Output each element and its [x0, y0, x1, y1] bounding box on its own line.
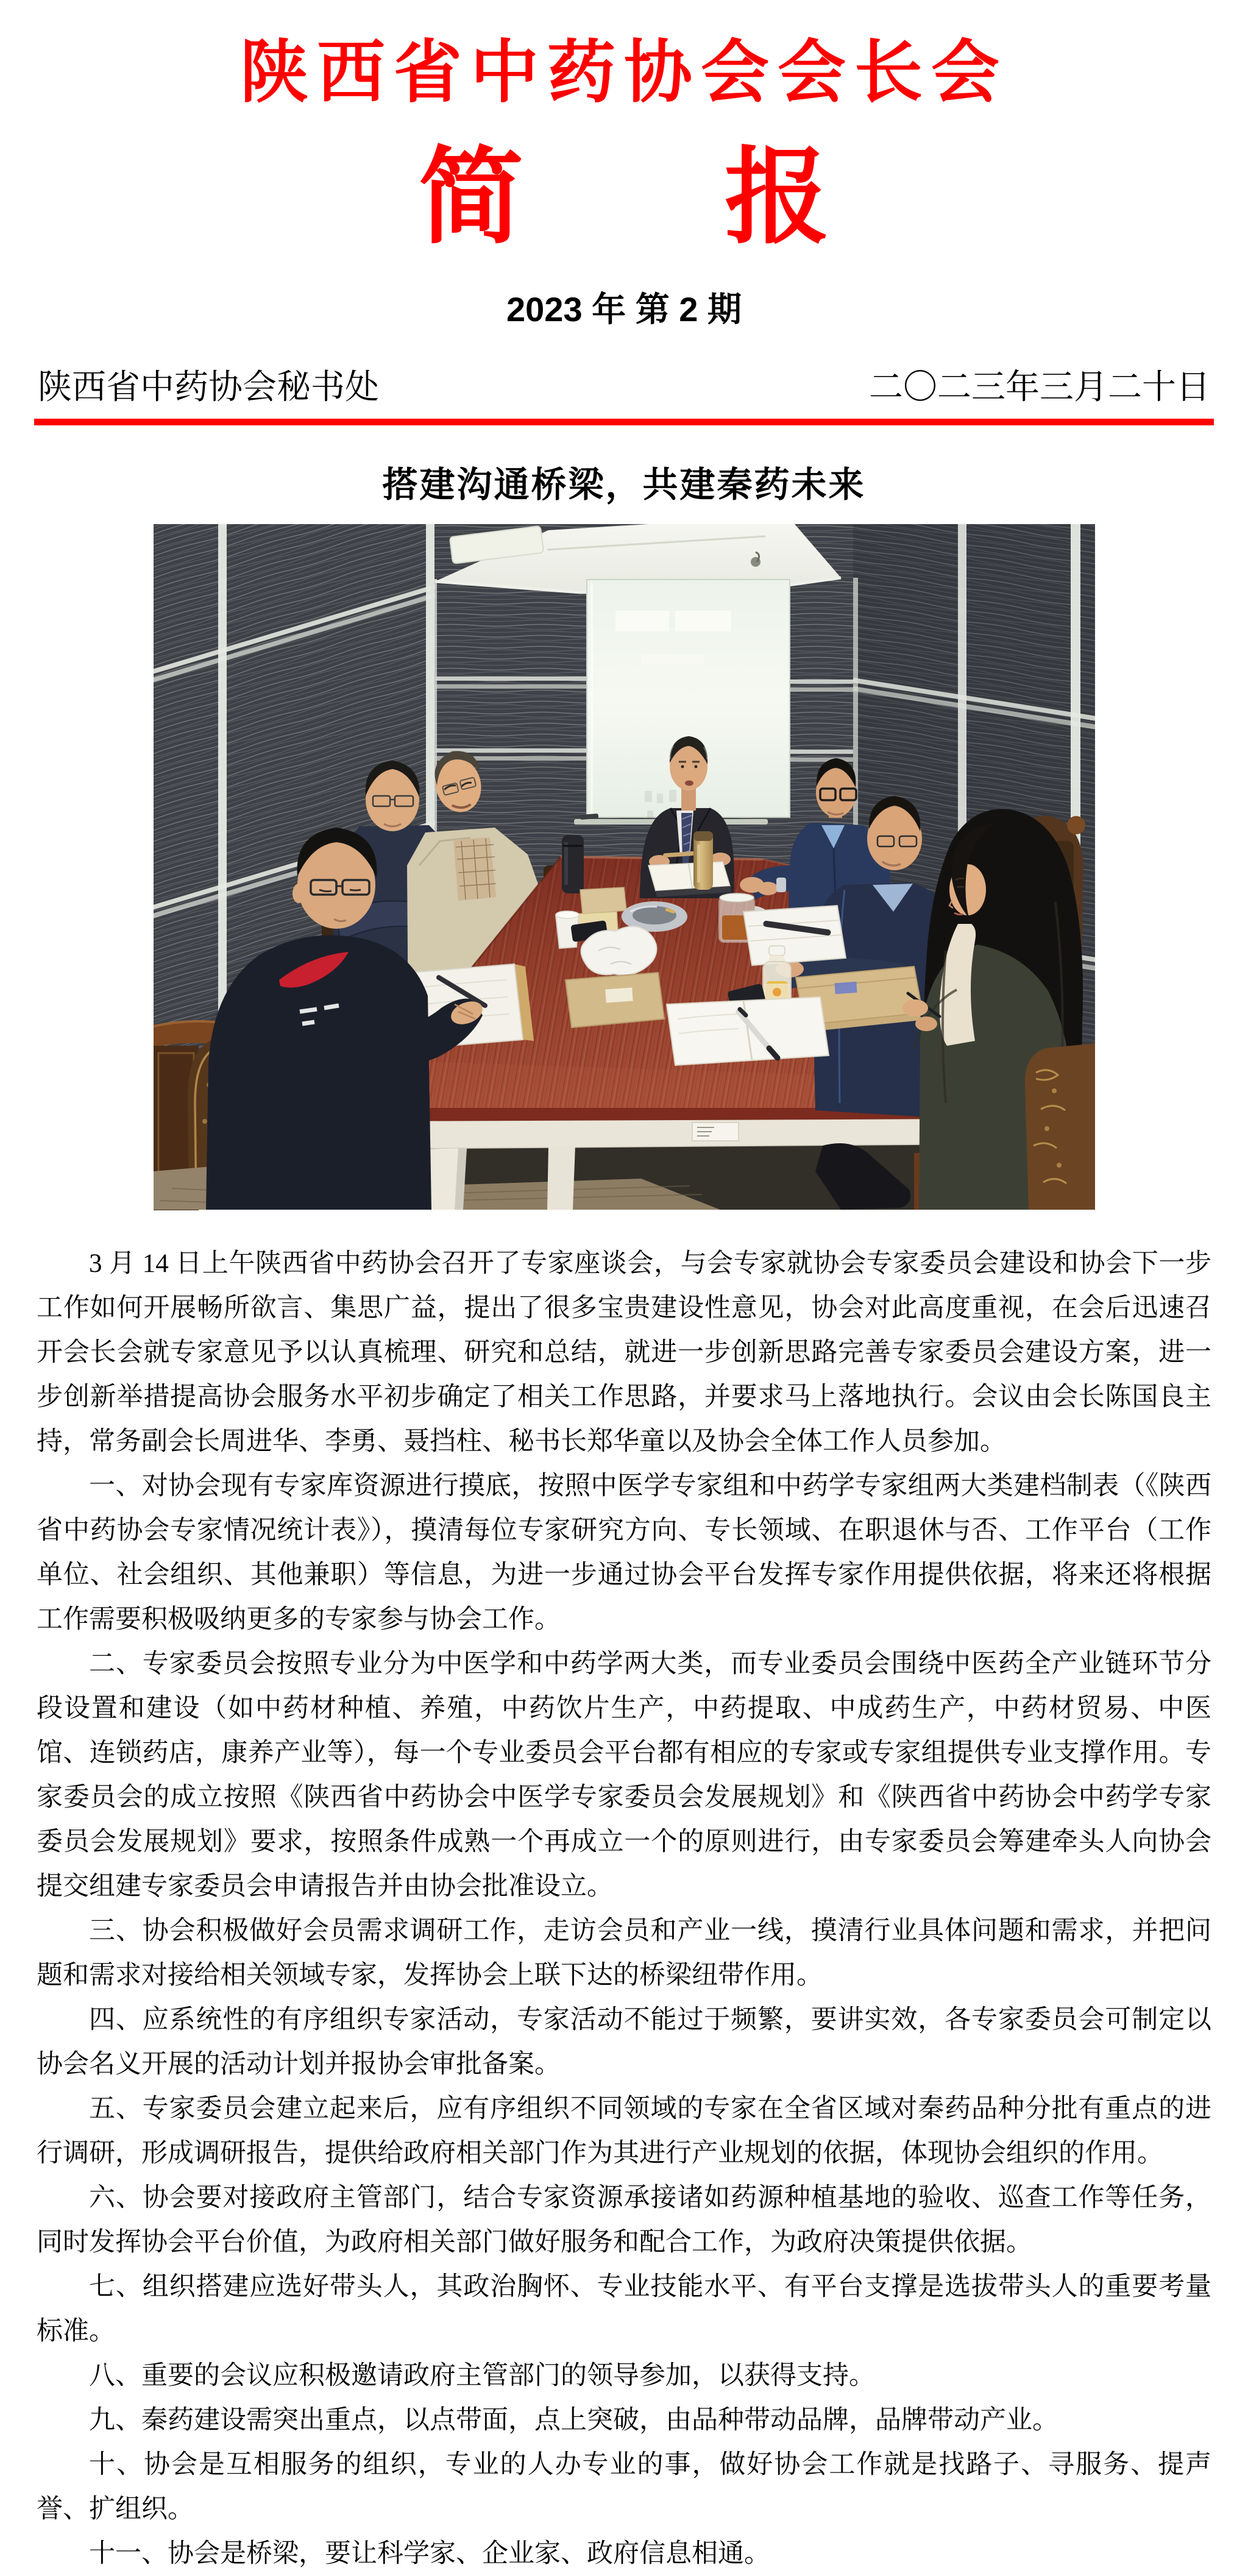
meta-row	[38, 366, 1210, 410]
right-front-chair	[1024, 1043, 1094, 1210]
open-notebook	[667, 997, 829, 1065]
paragraph-intro: 3 月 14 日上午陕西省中药协会召开了专家座谈会，与会专家就协会专家委员会建设和协会下一步工作如何开展畅所欲言、集思广益，提出了很多宝贵建设性意见，协会对此高度重视，在会后迅速召开会长会就专家意见予以认真梳理、研究和总结，就进一步创新思路完善专家委员会建设方案，进一步创新举措提高协会服务水平初步确定了相关工作思路，并要求马上落地执行。会议由会长陈国良主持，常务副会长周进华、李勇、聂挡柱、秘书长郑华童以及协会全体工作人员参加。	[37, 1249, 1211, 1456]
sticky-pad	[580, 887, 626, 914]
red-divider	[34, 419, 1214, 425]
paragraph-item-3: 三、协会积极做好会员需求调研工作，走访会员和产业一线，摸清行业具体问题和需求，并把问题和需求对接给相关领域专家，发挥协会上联下达的桥梁纽带作用。	[37, 1916, 1211, 1990]
kraft-pad	[566, 973, 664, 1027]
article-body	[37, 1241, 1211, 2576]
paragraph-item-6: 六、协会要对接政府主管部门，结合专家资源承接诸如药源种植基地的验收、巡查工作等任务，同时发挥协会平台价值，为政府相关部门做好服务和配合工作，为政府决策提供依据。	[37, 2183, 1211, 2257]
chairman-notebook	[648, 862, 731, 897]
paragraph-item-11: 十一、协会是桥梁，要让科学家、企业家、政府信息相通。	[89, 2539, 770, 2568]
issue-line: 2023 年 第 2 期	[506, 290, 742, 329]
bulletin-char-jian: 简	[419, 141, 523, 257]
paragraph-item-7: 七、组织搭建应选好带头人，其政治胸怀、专业技能水平、有平台支撑是选拔带头人的重要考量标准。	[37, 2272, 1211, 2346]
paragraph-item-4: 四、应系统性的有序组织专家活动，专家活动不能过于频繁，要讲实效，各专家委员会可制定以协会名义开展的活动计划并报协会审批备案。	[37, 2005, 1211, 2079]
org-title: 陕西省中药协会会长会	[240, 35, 1008, 111]
meeting-photo	[154, 524, 1095, 1204]
stacked-notebook	[743, 906, 846, 965]
publisher: 陕西省中药协会秘书处	[38, 369, 379, 407]
dark-thermos	[562, 835, 584, 893]
gold-thermos	[693, 831, 713, 890]
paragraph-item-8: 八、重要的会议应积极邀请政府主管部门的领导参加，以获得支持。	[89, 2361, 875, 2390]
paragraph-item-1: 一、对协会现有专家库资源进行摸底，按照中医学专家组和中药学专家组两大类建档制表（《陕西省中药协会专家情况统计表》），摸清每位专家研究方向、专长领域、在职退休与否、工作平台（工作单位、社会组织、其他兼职）等信息，为进一步通过协会平台发挥专家作用提供依据，将来还将根据工作需要积极吸纳更多的专家参与协会工作。	[37, 1471, 1211, 1634]
article-headline: 搭建沟通桥梁，共建秦药未来	[382, 464, 866, 505]
bulletin-title	[0, 141, 1248, 257]
paragraph-item-2: 二、专家委员会按照专业分为中医学和中药学两大类，而专业委员会围绕中医药全产业链环节分段设置和建设（如中药材种植、养殖，中药饮片生产，中药提取、中成药生产，中药材贸易、中医馆、连锁药店，康养产业等），每一个专业委员会平台都有相应的专家或专家组提供专业支撑作用。专家委员会的成立按照《陕西省中药协会中医学专家委员会发展规划》和《陕西省中药协会中药学专家委员会发展规划》要求，按照条件成熟一个再成立一个的原则进行，由专家委员会筹建牵头人向协会提交组建专家委员会申请报告并由协会批准设立。	[37, 1649, 1211, 1901]
issue-date: 二〇二三年三月二十日	[869, 369, 1210, 407]
paragraph-item-9: 九、秦药建设需突出重点，以点带面，点上突破，由品种带动品牌，品牌带动产业。	[89, 2405, 1058, 2435]
paragraph-item-10: 十、协会是互相服务的组织，专业的人办专业的事，做好协会工作就是找路子、寻服务、提声誉、扩组织。	[37, 2450, 1211, 2524]
paragraph-item-5: 五、专家委员会建立起来后，应有序组织不同领域的专家在全省区域对秦药品种分批有重点的进行调研，形成调研报告，提供给政府相关部门作为其进行产业规划的依据，体现协会组织的作用。	[37, 2094, 1211, 2168]
bulletin-char-bao: 报	[725, 141, 829, 257]
